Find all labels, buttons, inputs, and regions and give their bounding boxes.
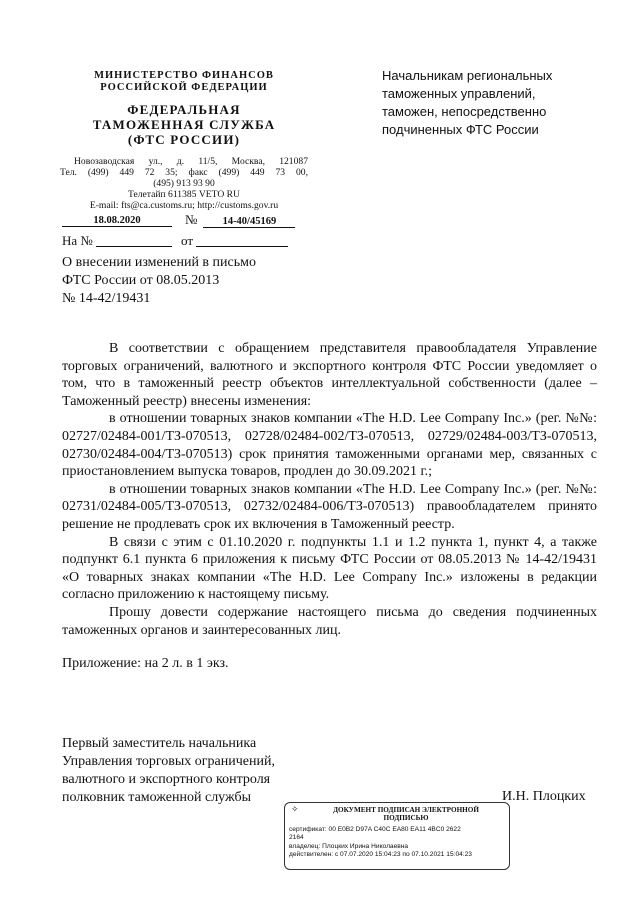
outgoing-date: 18.08.2020	[62, 215, 172, 227]
body-paragraph: В связи с этим с 01.10.2020 г. подпункты 1.1 и 1.2 пункта 1, пункт 4, а также подпункт 6.1 пункта 6 приложения к письму ФТС России от 08.05.2013 № 14-42/19431 «О товарных знаках компании «The H.D. Lee Company Inc.» изложены в редакции согласно приложению к настоящему письму.	[62, 534, 597, 603]
subject-line: № 14-42/19431	[62, 291, 151, 306]
number-sign: №	[185, 212, 198, 227]
signature-block	[62, 735, 322, 807]
incoming-number-row	[62, 233, 172, 249]
outgoing-number-row	[185, 211, 295, 229]
attachment-note: Приложение: на 2 л. в 1 экз.	[62, 656, 229, 672]
incoming-number-label: На №	[62, 233, 93, 248]
outgoing-date-row	[62, 215, 172, 227]
stamp-title-line: ПОДПИСЬЮ	[383, 814, 429, 823]
addressee-line: подчиненных ФТС России	[382, 122, 539, 137]
phone-line: Тел. (499) 449 72 35; факс (499) 449 73 00,	[60, 167, 308, 178]
addressee-line: Начальникам региональных	[382, 68, 553, 83]
teletype-line: Телетайп 611385 VETO RU	[128, 189, 240, 200]
incoming-date-row	[181, 233, 288, 249]
letter-body	[62, 340, 597, 673]
stamp-certificate-cont: 2164	[289, 834, 304, 842]
letterhead	[60, 70, 308, 211]
incoming-date-blank	[196, 233, 288, 247]
stamp-certificate: сертификат: 00 E0B2 D97A C40C EA80 EA11 4BC0 2622	[289, 826, 461, 833]
electronic-signature-stamp	[284, 802, 510, 870]
email-line: E-mail: fts@ca.customs.ru; http://customs.gov.ru	[89, 200, 279, 211]
agency-name-line2: ТАМОЖЕННАЯ СЛУЖБА	[92, 117, 276, 132]
outgoing-number: 14-40/45169	[203, 216, 295, 228]
signatory-title: Управления торговых ограничений,	[62, 754, 275, 769]
stamp-title-line: ДОКУМЕНТ ПОДПИСАН ЭЛЕКТРОННОЙ	[333, 806, 479, 814]
agency-name-line1: ФЕДЕРАЛЬНАЯ	[127, 102, 241, 117]
stamp-owner: владелец: Плоцких Ирина Николаевна	[289, 842, 409, 850]
stamp-validity: действителен: с 07.07.2020 15:04:23 по 07.10.2021 15:04:23	[289, 851, 472, 859]
addressee-line: таможенных управлений,	[382, 86, 536, 101]
signatory-title: валютного и экспортного контроля	[62, 772, 271, 787]
signatory-rank: полковник таможенной службы	[62, 790, 252, 805]
subject-line: О внесении изменений в письмо	[62, 255, 256, 270]
address-line: Новозаводская ул., д. 11/5, Москва, 121087	[74, 156, 308, 167]
agency-name-line3: (ФТС РОССИИ)	[127, 132, 241, 147]
subject-block	[62, 254, 302, 308]
ministry-name-line2: РОССИЙСКОЙ ФЕДЕРАЦИИ	[100, 82, 268, 93]
incoming-number-blank	[96, 233, 172, 247]
body-paragraph: Прошу довести содержание настоящего письма до сведения подчиненных таможенных органов и заинтересованных лиц.	[62, 604, 597, 638]
subject-line: ФТС России от 08.05.2013	[62, 273, 220, 288]
stamp-title	[307, 806, 505, 822]
addressee-block	[382, 67, 602, 139]
agency-address	[60, 156, 308, 211]
body-paragraph: в отношении товарных знаков компании «The H.D. Lee Company Inc.» (рег. №№: 02731/02484-005/ТЗ-070513, 02732/02484-006/ТЗ-070513) правообладателем принято решение не продлевать срок их включения в Таможенный реестр.	[62, 481, 597, 532]
phone-line-2: (495) 913 93 90	[153, 178, 215, 189]
ministry-name-line1: МИНИСТЕРСТВО ФИНАНСОВ	[94, 70, 274, 81]
emblem-icon: ✧	[291, 804, 299, 814]
stamp-details	[289, 826, 505, 860]
addressee-line: таможен, непосредственно	[382, 104, 547, 119]
signer-name: И.Н. Плоцких	[502, 789, 586, 804]
signatory-title: Первый заместитель начальника	[62, 736, 257, 751]
body-paragraph: в отношении товарных знаков компании «The H.D. Lee Company Inc.» (рег. №№: 02727/02484-001/ТЗ-070513, 02728/02484-002/ТЗ-070513, 02729/02484-003/ТЗ-070513, 02730/02484-004/ТЗ-070513) срок принятия таможенными органами мер, связанных с приостановлением выпуска товаров, продлен до 30.09.2021 г.;	[62, 411, 597, 480]
incoming-date-label: от	[181, 233, 194, 248]
body-paragraph: В соответствии с обращением представителя правообладателя Управление торговых ограничений, валютного и экспортного контроля ФТС России уведомляет о том, что в таможенный реестр объектов интеллектуальной собственности (далее – Таможенный реестр) внесены изменения:	[62, 341, 597, 409]
